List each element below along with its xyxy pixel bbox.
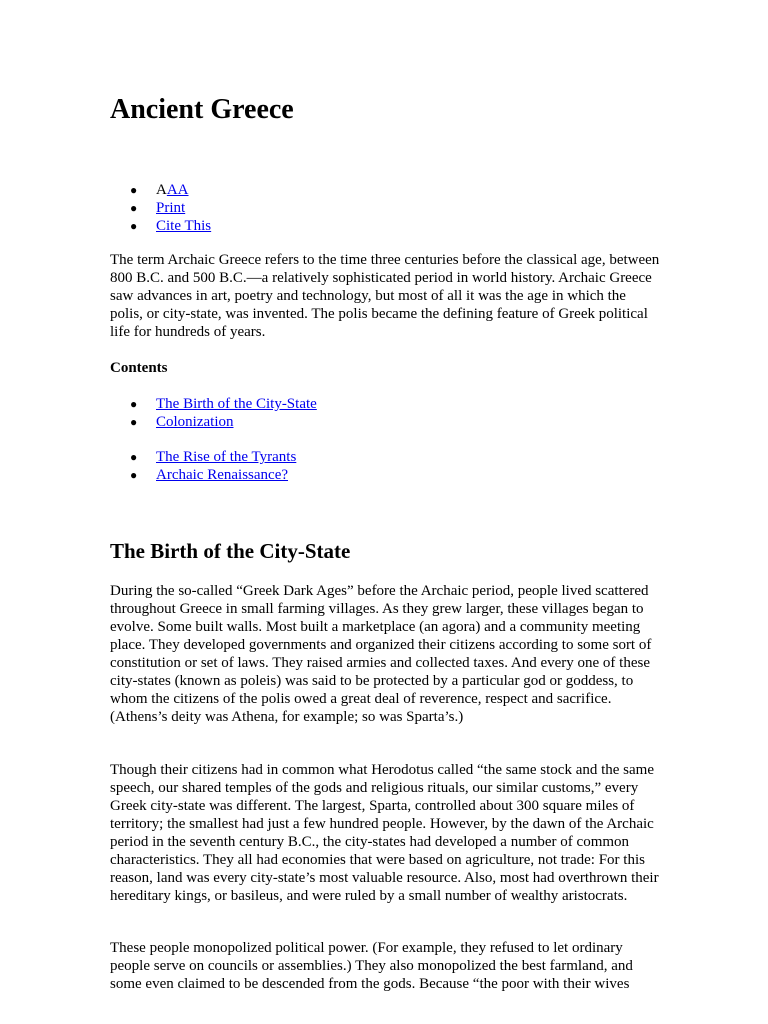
bullet-icon: ● [130, 219, 138, 233]
bullet-icon: ● [130, 397, 138, 411]
bullet-icon: ● [130, 415, 138, 429]
contents-link-birth-city-state[interactable]: The Birth of the City-State [156, 396, 317, 412]
article-tools [110, 181, 211, 235]
intro-paragraph: The term Archaic Greece refers to the time three centuries before the classical age, between 800 B.C. and 500 B.C.—a relatively sophisticated period in world history. Archaic Greece saw advances in art, poetry and technology, but most of all it was the age in which the polis, or city-state, was invented. The polis became the defining feature of Greek political life for hundreds of years. [110, 252, 660, 340]
page-title: Ancient Greece [110, 94, 294, 125]
contents-list-2 [110, 448, 296, 484]
contents-heading: Contents [110, 360, 168, 376]
tool-cite [110, 217, 211, 235]
contents-item [110, 448, 296, 466]
contents-item [110, 466, 296, 484]
cite-this-link[interactable]: Cite This [156, 218, 212, 234]
text-size-prefix: A [156, 182, 167, 198]
section-paragraph-1: During the so-called “Greek Dark Ages” before the Archaic period, people lived scattered throughout Greece in small farming villages. As they grew larger, these villages began to evolve. Some built walls. Most built a marketplace (an agora) and a community meeting place. They developed governments and organized their citizens according to some sort of constitution or set of laws. They raised armies and collected taxes. And every one of these city-states (known as poleis) was said to be protected by a particular god or goddess, to whom the citizens of the polis owed a great deal of reverence, respect and sacrifice. (Athens’s deity was Athena, for example; so was Sparta’s.) [110, 583, 652, 725]
bullet-icon: ● [130, 450, 138, 464]
tool-text-size [110, 181, 211, 199]
contents-list-1 [110, 395, 317, 431]
text-size-link[interactable]: AA [166, 182, 189, 198]
section-paragraph-2: Though their citizens had in common what Herodotus called “the same stock and the same speech, our shared temples of the gods and religious rituals, our similar customs,” every Greek city-state was different. The largest, Sparta, controlled about 300 square miles of territory; the smallest had just a few hundred people. However, by the dawn of the Archaic period in the seventh century B.C., the city-states had developed a number of common characteristics. They all had economies that were based on agriculture, not trade: For this reason, land was every city-state’s most valuable resource. Also, most had overthrown their hereditary kings, or basileus, and were ruled by a small number of wealthy aristocrats. [110, 762, 659, 904]
contents-item [110, 395, 317, 413]
section-heading: The Birth of the City-State [110, 539, 351, 563]
bullet-icon: ● [130, 201, 138, 215]
print-link[interactable]: Print [156, 200, 186, 216]
contents-link-archaic-renaissance[interactable]: Archaic Renaissance? [156, 467, 289, 483]
bullet-icon: ● [130, 183, 138, 197]
tool-print [110, 199, 211, 217]
bullet-icon: ● [130, 468, 138, 482]
contents-link-rise-tyrants[interactable]: The Rise of the Tyrants [156, 449, 297, 465]
contents-link-colonization[interactable]: Colonization [156, 414, 234, 430]
section-paragraph-3: These people monopolized political power. (For example, they refused to let ordinary people serve on councils or assemblies.) They also monopolized the best farmland, and some even claimed to be descended from the gods. Because “the poor with their wives [110, 940, 633, 992]
contents-item [110, 413, 317, 431]
